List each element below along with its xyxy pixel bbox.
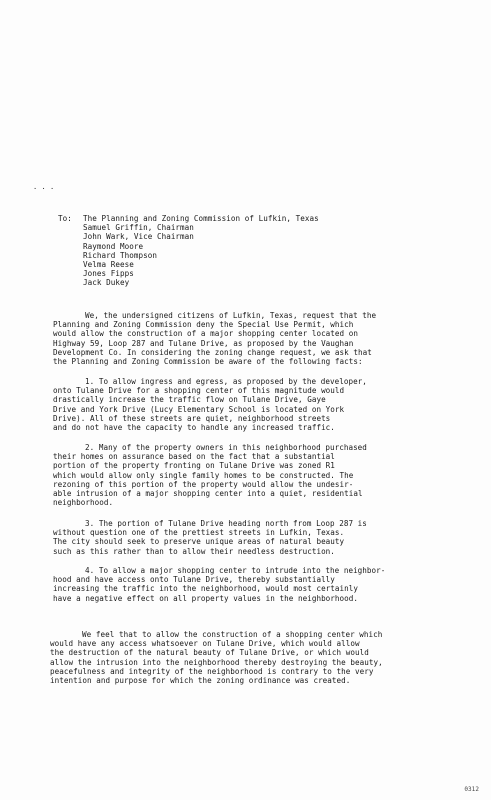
- text-line: Drive). All of these streets are quiet, neighborhood streets: [53, 413, 331, 423]
- addressee-name: Jones Fipps: [83, 269, 134, 279]
- point-3-paragraph: [53, 519, 471, 556]
- point-4-paragraph: [53, 566, 471, 603]
- text-line: their homes on assurance based on the fact that a substantial: [53, 452, 335, 462]
- addressee-name: Samuel Griffin, Chairman: [83, 223, 194, 233]
- text-line: rezoning of this portion of the property would allow the undesir-: [53, 479, 354, 489]
- text-line: Planning and Zoning Commission deny the Special Use Permit, which: [53, 320, 354, 330]
- addressee-line: [58, 278, 468, 287]
- text-line: the Planning and Zoning Commission be aware of the following facts:: [53, 356, 363, 366]
- text-line: Drive and York Drive (Lucy Elementary School is located on York: [53, 404, 345, 414]
- text-line: We, the undersigned citizens of Lufkin, Texas, request that the: [85, 311, 377, 320]
- text-line: which would allow only single family homes to be constructed. The: [53, 470, 354, 480]
- text-line: hood and have access onto Tulane Drive, thereby substantially: [53, 575, 335, 585]
- text-line: the destruction of the natural beauty of Tulane Drive, or which would: [50, 648, 369, 658]
- point-1-paragraph: [53, 377, 471, 432]
- text-line: Development Co. In considering the zoning change request, we ask that: [53, 347, 372, 357]
- page-mark: 0312: [464, 785, 479, 793]
- text-line: 1. To allow ingress and egress, as proposed by the developer,: [85, 377, 367, 386]
- text-line: without question one of the prettiest streets in Lufkin, Texas.: [53, 528, 345, 538]
- intro-paragraph: [53, 311, 471, 366]
- text-line: drastically increase the traffic flow on Tulane Drive, Gaye: [53, 395, 326, 405]
- text-line: such as this rather than to allow their needless destruction.: [53, 546, 335, 556]
- addressee-line: [58, 232, 468, 241]
- addressee-line: [58, 251, 468, 260]
- text-line: intention and purpose for which the zoning ordinance was created.: [50, 675, 351, 685]
- corner-mark: . . .: [33, 183, 55, 191]
- to-label: To:: [58, 214, 72, 223]
- text-line: peacefulness and integrity of the neighborhood is contrary to the very: [50, 666, 374, 676]
- text-line: 3. The portion of Tulane Drive heading north from Loop 287 is: [85, 519, 367, 528]
- addressee-block: [58, 214, 468, 288]
- conclusion-paragraph: [50, 630, 474, 685]
- text-line: 4. To allow a major shopping center to intrude into the neighbor-: [85, 566, 386, 575]
- text-line: The city should seek to preserve unique areas of natural beauty: [53, 537, 345, 547]
- text-line: onto Tulane Drive for a shopping center of this magnitude would: [53, 386, 345, 396]
- addressee-name: Jack Dukey: [83, 278, 130, 288]
- addressee-line: [58, 223, 468, 232]
- addressee-name: John Wark, Vice Chairman: [83, 232, 194, 242]
- addressee-line: [58, 269, 468, 278]
- text-line: We feel that to allow the construction of a shopping center which: [82, 630, 383, 639]
- text-line: increasing the traffic into the neighborhood, would most certainly: [53, 584, 359, 594]
- addressee-name: The Planning and Zoning Commission of Lufkin, Texas: [83, 214, 319, 223]
- addressee-line: [58, 242, 468, 251]
- addressee-line: [58, 214, 468, 223]
- addressee-name: Richard Thompson: [83, 250, 157, 260]
- addressee-name: Velma Reese: [83, 259, 134, 269]
- addressee-name: Raymond Moore: [83, 241, 144, 251]
- text-line: Highway 59, Loop 287 and Tulane Drive, as proposed by the Vaughan: [53, 338, 354, 348]
- addressee-line: [58, 260, 468, 269]
- text-line: would allow the construction of a major shopping center located on: [53, 329, 359, 339]
- text-line: portion of the property fronting on Tulane Drive was zoned R1: [53, 461, 335, 471]
- text-line: and do not have the capacity to handle any increased traffic.: [53, 422, 335, 432]
- text-line: would have any access whatsoever on Tulane Drive, which would allow: [50, 639, 360, 649]
- text-line: allow the intrusion into the neighborhood thereby destroying the beauty,: [50, 657, 383, 667]
- point-2-paragraph: [53, 443, 471, 507]
- text-line: neighborhood.: [53, 498, 114, 508]
- text-line: have a negative effect on all property values in the neighborhood.: [53, 593, 359, 603]
- text-line: 2. Many of the property owners in this neighborhood purchased: [85, 443, 367, 452]
- text-line: able intrusion of a major shopping center into a quiet, residential: [53, 488, 363, 498]
